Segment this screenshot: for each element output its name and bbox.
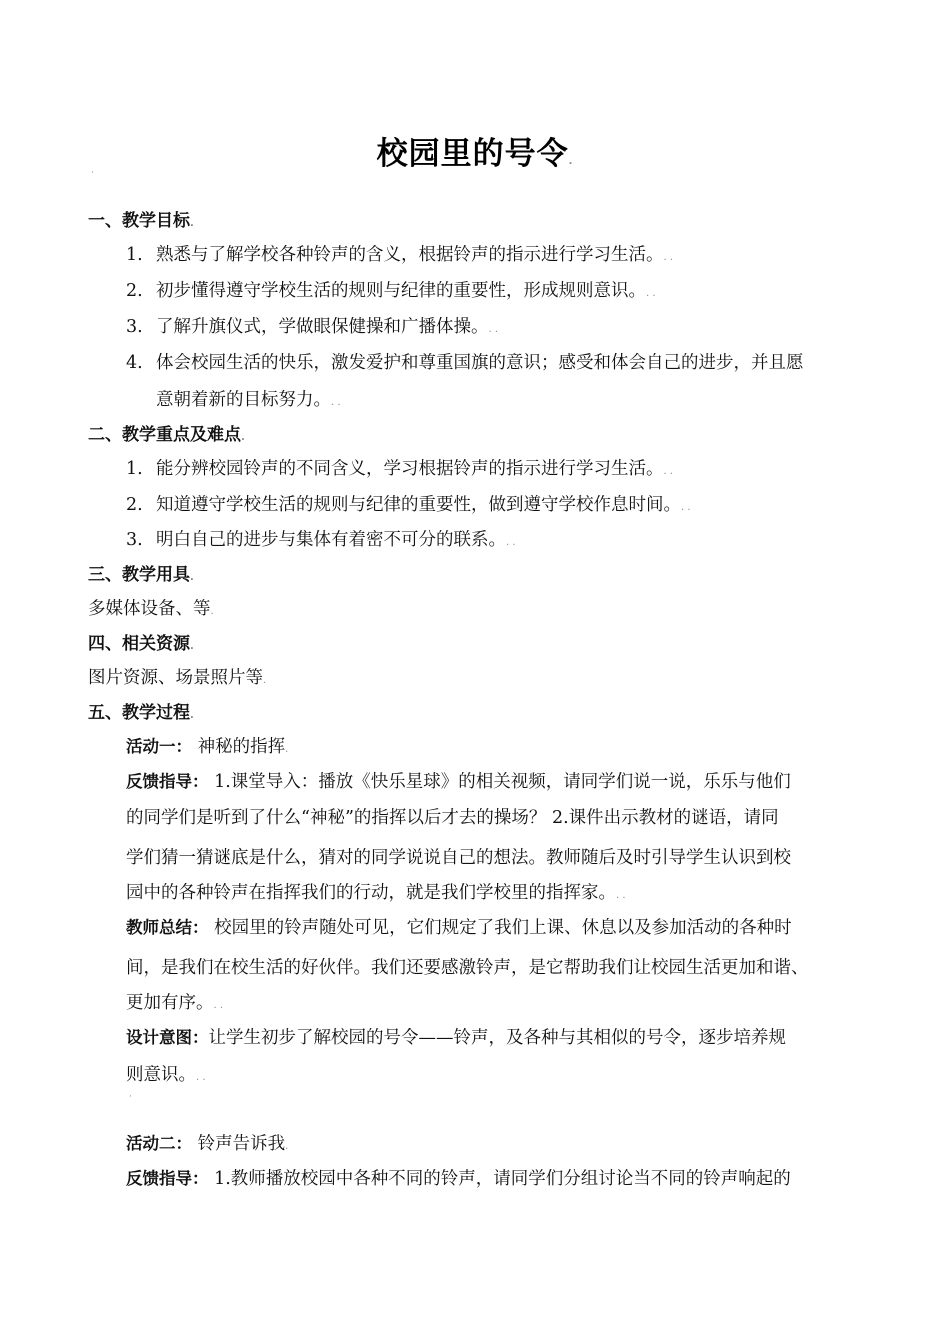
activity2-title: 活动二： 铃声告诉我. [126,1134,289,1154]
objective-item: 2. 初步懂得遵守学校生活的规则与纪律的重要性，形成规则意识。. . [126,281,656,301]
activity1-summary-line: 间，是我们在校生活的好伙伴。我们还要感激铃声，是它帮助我们让校园生活更加和谐、 [126,958,809,978]
title-text: 校园里的号令 [376,136,569,172]
objective-item: 3. 了解升旗仪式，学做眼保健操和广播体操。. . [126,317,499,337]
activity1-feedback-line: 园中的各种铃声在指挥我们的行动，就是我们学校里的指挥家。. . [126,883,626,903]
objective-item-continuation: 意朝着新的目标努力。. . [156,390,341,410]
activity1-summary-line: 更加有序。. . [126,993,224,1013]
key-point-item: 2. 知道遵守学校生活的规则与纪律的重要性，做到遵守学校作息时间。. . [126,495,691,515]
activity1-feedback-line: 学们猜一猜谜底是什么，猜对的同学说说自己的想法。教师随后及时引导学生认识到校 [126,848,791,868]
section-heading-objectives: 一、教学目标. [88,211,194,231]
activity1-feedback-line: 反馈指导： 1.课堂导入：播放《快乐星球》的相关视频，请同学们说一说，乐乐与他们 [126,772,791,792]
activity1-design-line: 则意识。. . [126,1065,206,1085]
section-heading-resources: 四、相关资源. [88,634,194,654]
document-title: 校园里的号令. [376,136,574,172]
key-point-item: 1. 能分辨校园铃声的不同含义，学习根据铃声的指示进行学习生活。. . [126,459,674,479]
paragraph-mark: · [129,1092,132,1102]
section-heading-key-points: 二、教学重点及难点. [88,425,245,445]
key-point-item: 3. 明白自己的进步与集体有着密不可分的联系。. . [126,530,516,550]
paragraph-mark: · [91,168,94,178]
activity1-feedback-line: 的同学们是听到了什么“神秘”的指挥以后才去的操场？ 2.课件出示教材的谜语，请同 [126,808,779,828]
activity1-design-line: 设计意图：让学生初步了解校园的号令——铃声，及各种与其相似的号令，逐步培养规 [126,1028,786,1048]
activity2-feedback-line: 反馈指导： 1.教师播放校园中各种不同的铃声，请同学们分组讨论当不同的铃声响起的 [126,1169,791,1189]
section-heading-process: 五、教学过程. [88,703,194,723]
objective-item: 1. 熟悉与了解学校各种铃声的含义，根据铃声的指示进行学习生活。. . [126,245,674,265]
objective-item: 4. 体会校园生活的快乐，激发爱护和尊重国旗的意识；感受和体会自己的进步，并且愿 [126,353,804,373]
activity1-title: 活动一： 神秘的指挥. [126,737,289,757]
activity1-summary-line: 教师总结： 校园里的铃声随处可见，它们规定了我们上课、休息以及参加活动的各种时 [126,918,792,938]
resources-body: 图片资源、场景照片等. [88,668,267,688]
section-heading-tools: 三、教学用具. [88,565,194,585]
tools-body: 多媒体设备、等. [88,599,214,619]
